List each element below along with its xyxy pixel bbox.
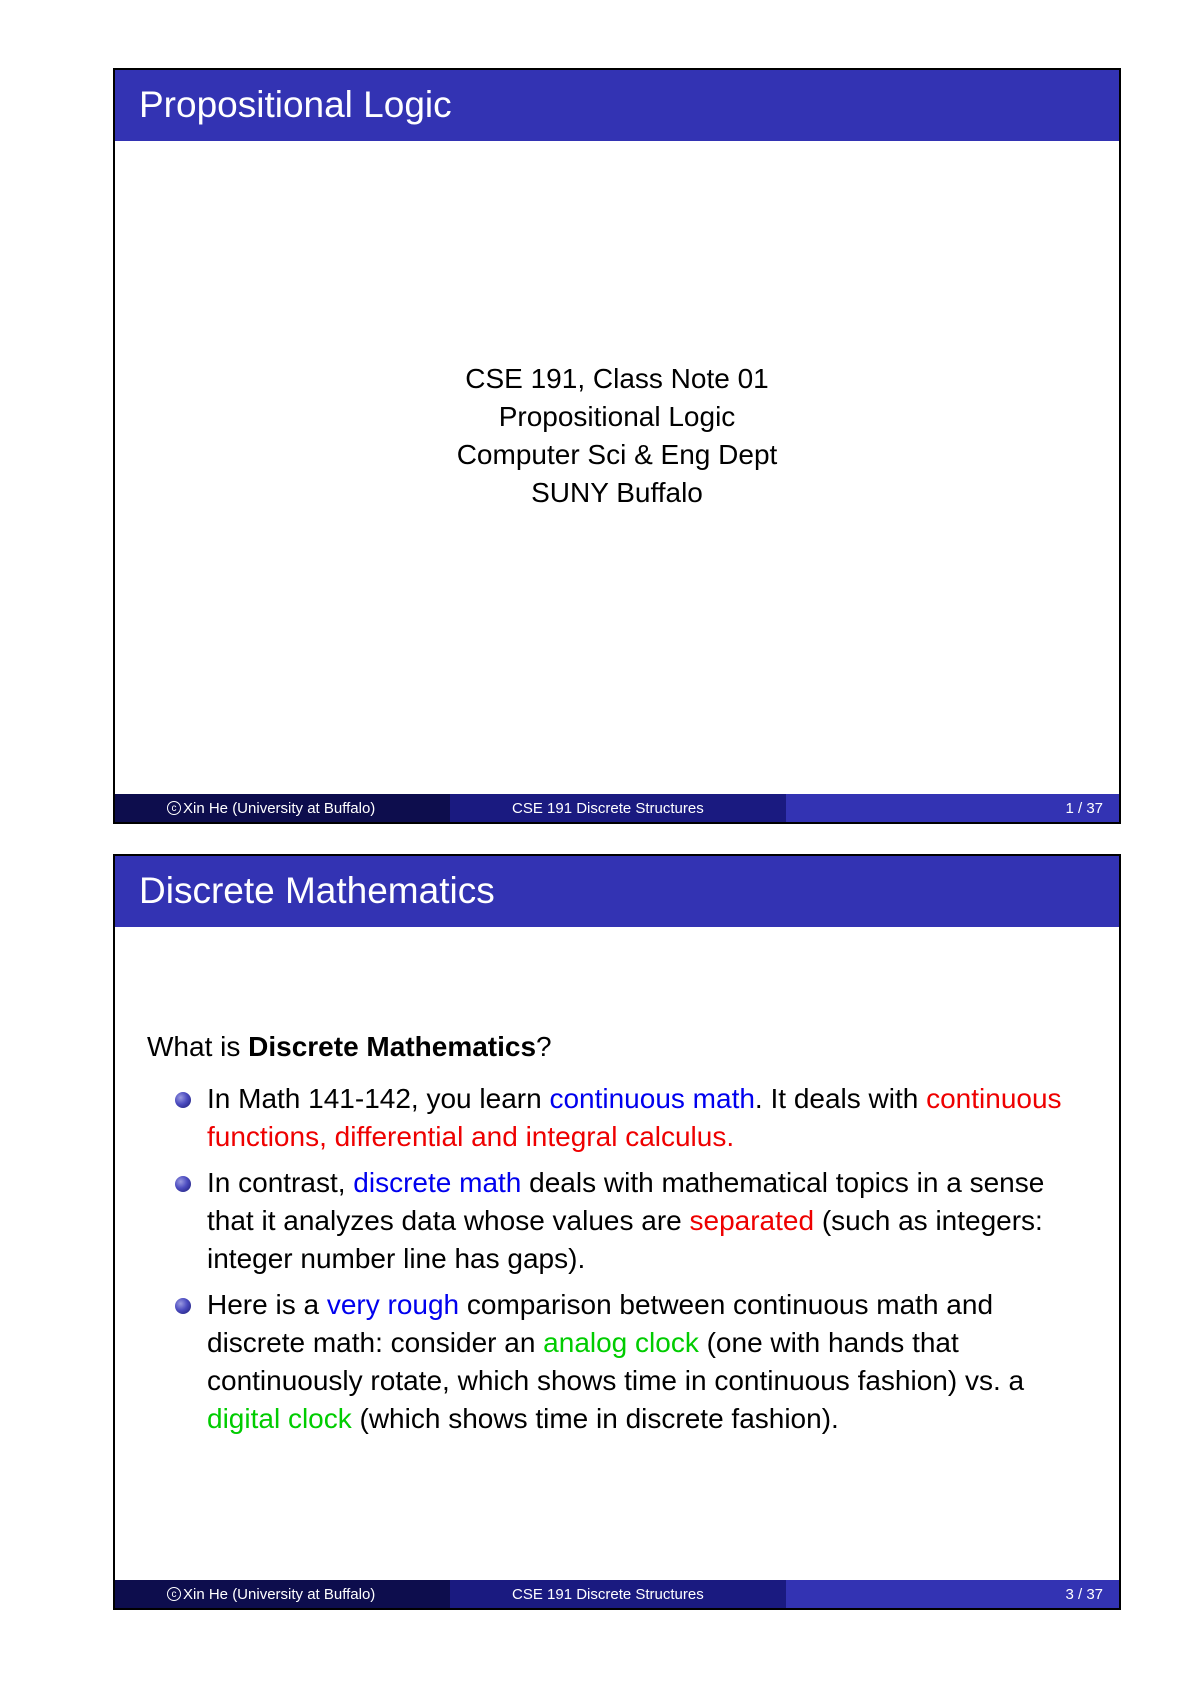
highlight-blue: continuous math [549, 1083, 755, 1114]
slide-title: Propositional Logic [139, 84, 452, 125]
text-run: (which shows time in discrete fashion). [351, 1403, 839, 1434]
list-item [147, 1164, 1089, 1278]
slide-2 [113, 854, 1121, 1610]
text-run: (one with hands that continuously rotate, which shows time in continuous fashion) vs. a [207, 1327, 1025, 1396]
highlight-blue: very rough [326, 1289, 460, 1320]
title-block [115, 360, 1119, 512]
slide-title-bar [115, 70, 1119, 141]
footer-author [115, 794, 450, 822]
text-run: (such as integers: integer number line has gaps). [207, 1205, 1043, 1274]
course-note-line: CSE 191, Class Note 01 [465, 363, 769, 394]
footer-course [450, 794, 786, 822]
footer-page-number: 1 / 37 [1065, 799, 1103, 817]
highlight-blue: discrete math [353, 1167, 522, 1198]
department-line: Computer Sci & Eng Dept [456, 439, 778, 470]
bullet-icon [175, 1298, 191, 1314]
footer-page-number: 3 / 37 [1065, 1585, 1103, 1603]
question-prefix: What is [147, 1031, 249, 1062]
text-run: In Math 141-142, you learn [207, 1083, 550, 1114]
footer-course [450, 1580, 786, 1608]
topic-line: Propositional Logic [498, 401, 736, 432]
footer-page [786, 1580, 1119, 1608]
bullet-list [147, 1080, 1089, 1438]
copyright-icon: c [167, 801, 181, 815]
footer-course-text: CSE 191 Discrete Structures [512, 1585, 704, 1603]
bullet-icon [175, 1176, 191, 1192]
text-run: Here is a [207, 1289, 327, 1320]
footer-author-text: Xin He (University at Buffalo) [183, 1585, 376, 1603]
bullet-icon [175, 1092, 191, 1108]
slide-title: Discrete Mathematics [139, 870, 495, 911]
text-run: . It deals with [754, 1083, 927, 1114]
list-item [147, 1080, 1089, 1156]
slide-title-bar [115, 856, 1119, 927]
footer-page [786, 794, 1119, 822]
question-line [147, 1028, 1089, 1066]
slide-body [147, 1028, 1089, 1446]
highlight-red: separated [689, 1205, 815, 1236]
slide-footer [115, 794, 1119, 822]
slide-footer [115, 1580, 1119, 1608]
list-item [147, 1286, 1089, 1438]
text-run: In contrast, [207, 1167, 354, 1198]
footer-course-text: CSE 191 Discrete Structures [512, 799, 704, 817]
highlight-green: analog clock [543, 1327, 699, 1358]
question-suffix: ? [536, 1031, 552, 1062]
university-line: SUNY Buffalo [531, 477, 703, 508]
text-run: comparison between continuous math and discrete math: consider an [207, 1289, 994, 1358]
slide-1 [113, 68, 1121, 824]
footer-author [115, 1580, 450, 1608]
copyright-icon: c [167, 1587, 181, 1601]
highlight-red: continuous functions, differential and integral calculus. [207, 1083, 1062, 1152]
text-run: deals with mathematical topics in a sense that it analyzes data whose values are [207, 1167, 1045, 1236]
question-bold: Discrete Mathematics [248, 1031, 537, 1062]
highlight-green: digital clock [207, 1403, 352, 1434]
footer-author-text: Xin He (University at Buffalo) [183, 799, 376, 817]
